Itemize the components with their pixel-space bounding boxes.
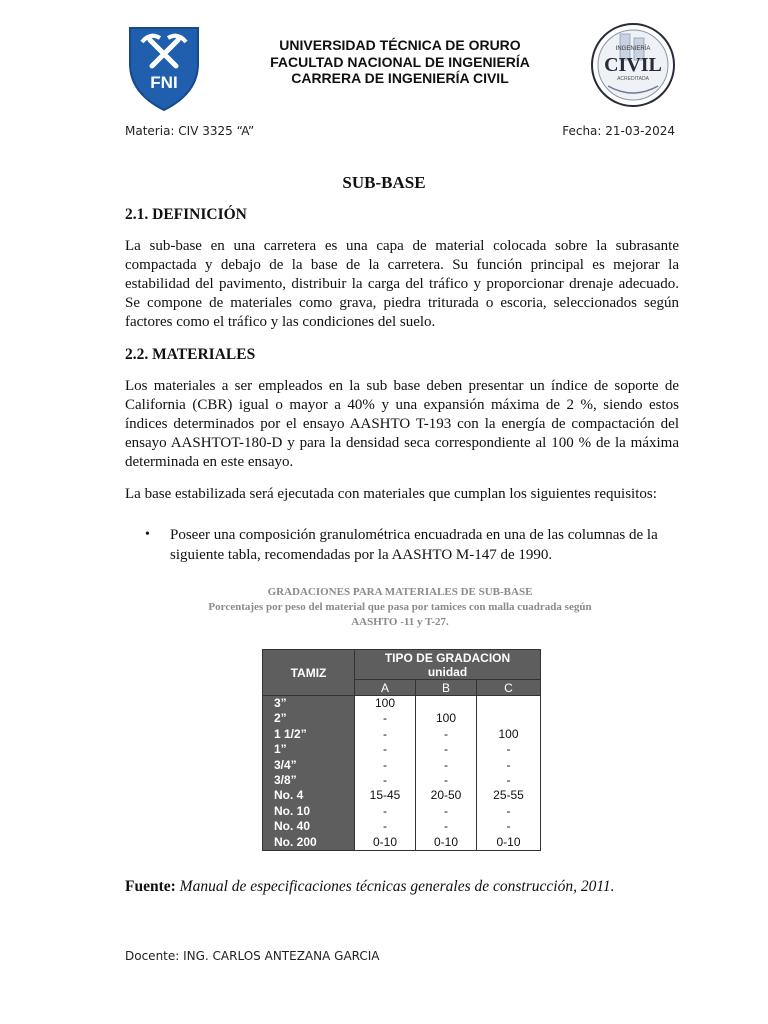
column-c-values	[477, 696, 541, 851]
value-cell-c: -	[506, 757, 511, 772]
value-cell-b: 100	[435, 711, 457, 726]
value-cell-a: 15-45	[369, 788, 401, 803]
source-text: Manual de especificaciones técnicas generales de construcción, 2011.	[179, 878, 615, 895]
gradation-table	[262, 649, 541, 851]
value-cell-c: -	[506, 773, 511, 788]
header-col-b: B	[416, 680, 477, 696]
header-tamiz: TAMIZ	[263, 650, 355, 696]
header-col-a: A	[355, 680, 416, 696]
tamiz-cell: No. 200	[274, 834, 317, 849]
bullet-item-granulometria: Poseer una composición granulométrica encuadrada en una de las columnas de la siguiente tabla, recomendadas por la AASHTO M-147 de 1990.	[170, 527, 658, 563]
value-cell-c: 25-55	[493, 788, 524, 803]
tamiz-column	[263, 696, 355, 851]
table-caption-line2: Porcentajes por peso del material que pasa por tamices con malla cuadrada según	[208, 601, 592, 613]
table-caption-line3: AASHTO -11 y T-27.	[351, 616, 449, 628]
requisitos-paragraph: La base estabilizada será ejecutada con materiales que cumplan los siguientes requisitos:	[125, 486, 657, 502]
civil-logo-bottom-text: ACREDITADA	[617, 76, 649, 82]
source-note	[125, 878, 615, 896]
value-cell-b: 0-10	[433, 834, 459, 849]
value-cell-c	[477, 711, 540, 726]
section-heading-definicion: 2.1. DEFINICIÓN	[125, 206, 247, 223]
civil-logo	[590, 20, 676, 110]
value-cell-b: -	[444, 819, 448, 834]
header-tipo-line2: unidad	[427, 664, 468, 679]
tamiz-cell: 1 1/2”	[274, 726, 307, 741]
faculty-name: FACULTAD NACIONAL DE INGENIERÍA	[270, 53, 530, 70]
value-cell-c: -	[506, 803, 511, 818]
value-cell-b: -	[444, 803, 448, 818]
value-cell-b: -	[444, 773, 448, 788]
table-caption	[170, 585, 630, 630]
university-name: UNIVERSIDAD TÉCNICA DE ORURO	[279, 37, 521, 53]
header-tipo-line1: TIPO DE GRADACION	[384, 650, 511, 665]
definicion-paragraph: La sub-base en una carretera es una capa de material colocada sobre la subrasante compactada y debajo de la base de la carretera. Su función principal es mejorar la estabilidad del pavimento, distribuir la carga del tráfico y proporcionar drenaje adecuado. Se compone de materiales como grava, piedra triturada o escoria, seleccionados según factores como el tráfico y las condiciones del suelo.	[125, 238, 679, 330]
tamiz-cell: No. 10	[274, 803, 311, 818]
section-heading-materiales: 2.2. MATERIALES	[125, 346, 256, 363]
value-cell-c: -	[506, 819, 511, 834]
tamiz-cell: 3”	[274, 696, 287, 710]
tamiz-cell: 3/4”	[274, 757, 297, 772]
value-cell-a: -	[383, 757, 387, 772]
document-title: SUB-BASE	[342, 173, 426, 192]
value-cell-a: -	[383, 726, 387, 741]
value-cell-b: -	[444, 757, 448, 772]
column-a-values	[355, 696, 416, 851]
value-cell-a: -	[383, 819, 387, 834]
value-cell-a: -	[383, 742, 387, 757]
value-cell-b: -	[444, 742, 448, 757]
value-cell-a: -	[383, 803, 387, 818]
materiales-paragraph: Los materiales a ser empleados en la sub base deben presentar un índice de soporte de California (CBR) igual o mayor a 40% y una expansión máxima de 2 %, siendo estos índices determinados por el ensayo AASHTO T-193 con la energía de compactación del ensayo AASHTOT-180-D y para la densidad seca correspondiente al 100 % de la máxima determinada en este ensayo.	[125, 378, 679, 470]
value-cell-a: -	[383, 773, 387, 788]
tamiz-cell: No. 40	[274, 819, 311, 834]
value-cell-a: 0-10	[372, 834, 398, 849]
header-col-c: C	[477, 680, 541, 696]
value-cell-a: 100	[374, 696, 396, 710]
value-cell-c: -	[506, 742, 511, 757]
civil-logo-top-text: INGENIERÍA	[615, 46, 651, 52]
fni-logo-text: FNI	[150, 73, 178, 92]
date-label: Fecha: 21-03-2024	[562, 124, 675, 138]
value-cell-c	[477, 696, 540, 711]
value-cell-b	[416, 696, 476, 711]
value-cell-b: 20-50	[430, 788, 462, 803]
column-b-values	[416, 696, 477, 851]
tamiz-cell: 1”	[274, 742, 287, 757]
tamiz-cell: 2”	[274, 711, 287, 726]
fni-logo	[126, 22, 202, 112]
value-cell-c: 0-10	[496, 834, 521, 849]
tamiz-cell: 3/8”	[274, 773, 297, 788]
career-name: CARRERA DE INGENIERÍA CIVIL	[291, 70, 509, 86]
teacher-footer: Docente: ING. CARLOS ANTEZANA GARCIA	[125, 949, 380, 963]
civil-logo-main-text: CIVIL	[604, 54, 662, 76]
source-label: Fuente:	[125, 878, 176, 895]
subject-code: Materia: CIV 3325 “A”	[125, 124, 255, 138]
table-caption-title: GRADACIONES PARA MATERIALES DE SUB-BASE	[267, 586, 533, 598]
institution-header	[200, 37, 600, 87]
header-tipo-gradacion	[355, 650, 541, 680]
value-cell-a: -	[383, 711, 387, 726]
tamiz-cell: No. 4	[274, 788, 304, 803]
value-cell-b: -	[444, 726, 448, 741]
value-cell-c: 100	[498, 726, 519, 741]
bullet-marker: •	[145, 527, 150, 542]
